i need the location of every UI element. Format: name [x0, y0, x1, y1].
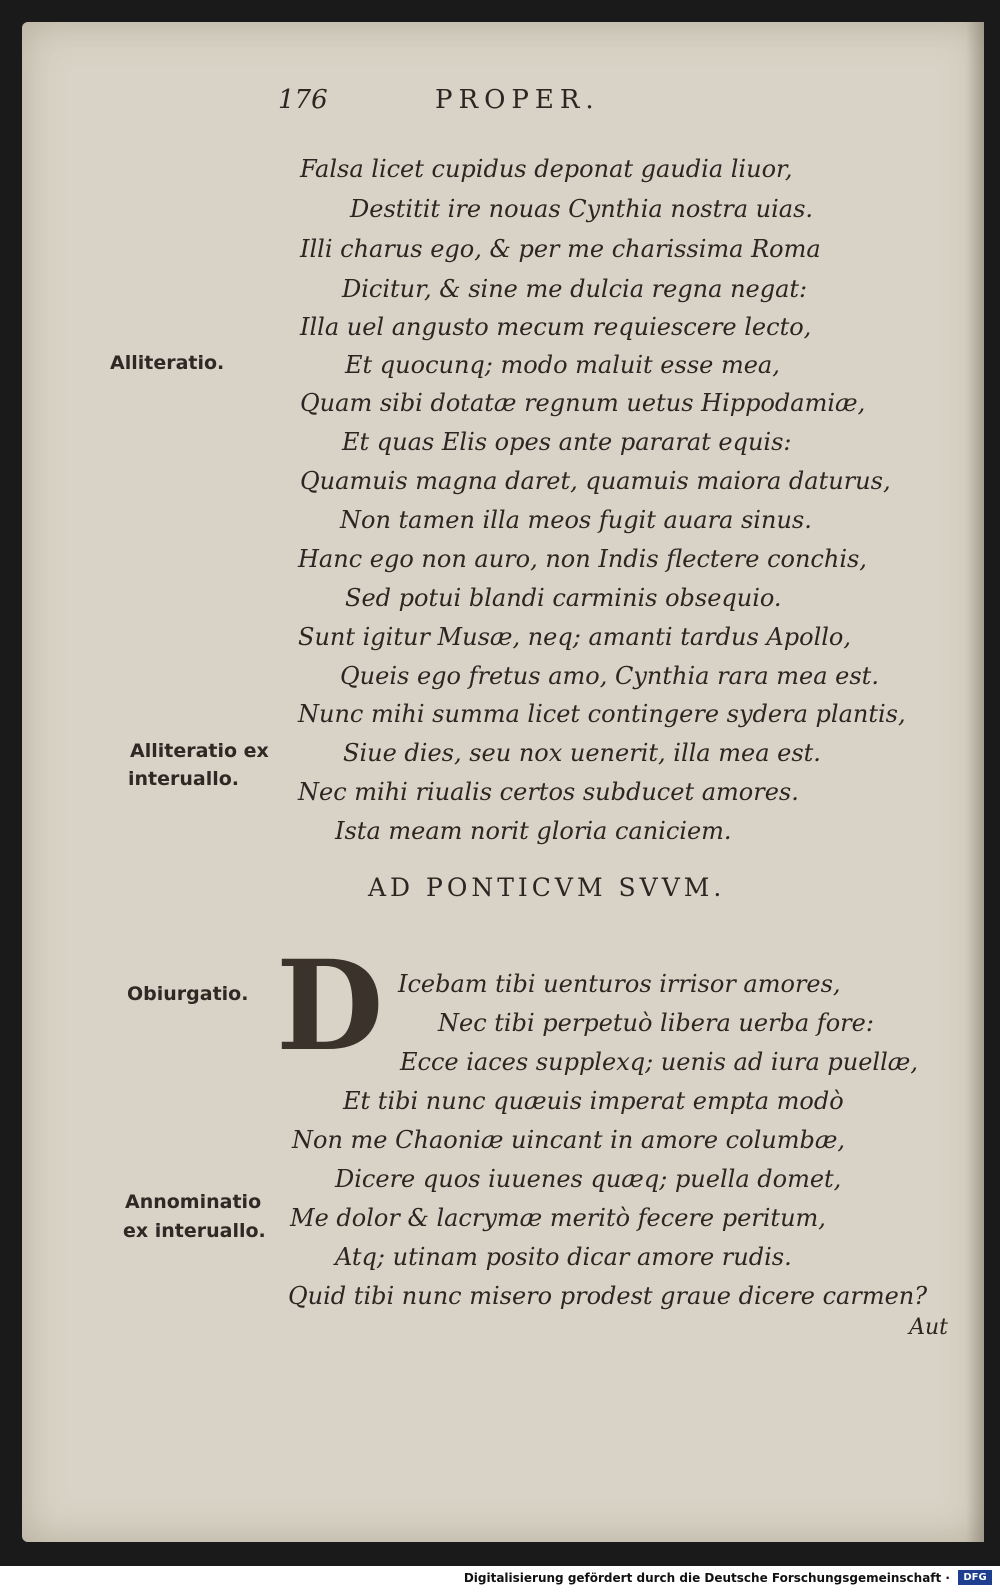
verse-line: Ista meam norit gloria caniciem. — [335, 817, 732, 845]
footer-credit: Digitalisierung gefördert durch die Deutsche Forschungsgemeinschaft · — [463, 1571, 950, 1585]
verse-line: Illi charus ego, & per me charissima Roma — [300, 235, 821, 263]
dfg-logo-icon: DFG — [958, 1570, 992, 1585]
margin-note: Obiurgatio. — [127, 983, 249, 1005]
verse-line: Queis ego fretus amo, Cynthia rara mea est. — [340, 662, 879, 690]
verse-line: Dicitur, & sine me dulcia regna negat: — [342, 275, 808, 303]
verse-line: Falsa licet cupidus deponat gaudia liuor, — [300, 155, 793, 183]
verse-line: Ecce iaces supplexq; uenis ad iura puellæ, — [400, 1048, 918, 1076]
page-edge-shadow — [966, 22, 984, 1542]
digitization-footer — [0, 1566, 1000, 1590]
verse-line: Atq; utinam posito dicar amore rudis. — [335, 1243, 792, 1271]
verse-line: Sed potui blandi carminis obsequio. — [345, 584, 782, 612]
verse-line: Siue dies, seu nox uenerit, illa mea est. — [343, 739, 821, 767]
verse-line: Nec mihi riualis certos subducet amores. — [298, 778, 799, 806]
verse-line: Nec tibi perpetuò libera uerba fore: — [438, 1009, 874, 1037]
verse-line: Et tibi nunc quæuis imperat empta modò — [343, 1087, 844, 1115]
verse-line: Dicere quos iuuenes quæq; puella domet, — [335, 1165, 842, 1193]
catchword: Aut — [909, 1315, 948, 1340]
verse-line: Hanc ego non auro, non Indis flectere conchis, — [298, 545, 867, 573]
verse-line: Destitit ire nouas Cynthia nostra uias. — [350, 195, 814, 223]
page-number: 176 — [278, 85, 328, 115]
verse-line: Non me Chaoniæ uincant in amore columbæ, — [292, 1126, 846, 1154]
verse-line: Sunt igitur Musæ, neq; amanti tardus Apollo, — [298, 623, 851, 651]
section-heading: AD PONTICVM SVVM. — [368, 873, 726, 902]
verse-line: Illa uel angusto mecum requiescere lecto, — [300, 313, 812, 341]
verse-line: Non tamen illa meos fugit auara sinus. — [340, 506, 812, 534]
verse-line: Me dolor & lacrymæ meritò fecere peritum, — [290, 1204, 826, 1232]
verse-line: Et quocunq; modo maluit esse mea, — [345, 351, 780, 379]
verse-line: Quam sibi dotatæ regnum uetus Hippodamiæ, — [300, 389, 866, 417]
margin-note: Alliteratio ex — [130, 740, 269, 762]
margin-note: ex interuallo. — [123, 1220, 266, 1242]
verse-line: Quid tibi nunc misero prodest graue dicere carmen? — [288, 1282, 928, 1310]
verse-line: Et quas Elis opes ante pararat equis: — [342, 428, 792, 456]
margin-note: Annominatio — [125, 1191, 262, 1213]
verse-line: Quamuis magna daret, quamuis maiora daturus, — [300, 467, 891, 495]
margin-note: Alliteratio. — [110, 352, 225, 374]
drop-cap-initial: D — [276, 934, 384, 1079]
verse-line: Icebam tibi uenturos irrisor amores, — [398, 970, 841, 998]
margin-note: interuallo. — [128, 768, 240, 790]
verse-line: Nunc mihi summa licet contingere sydera plantis, — [298, 700, 906, 728]
running-title: PROPER. — [435, 85, 600, 115]
